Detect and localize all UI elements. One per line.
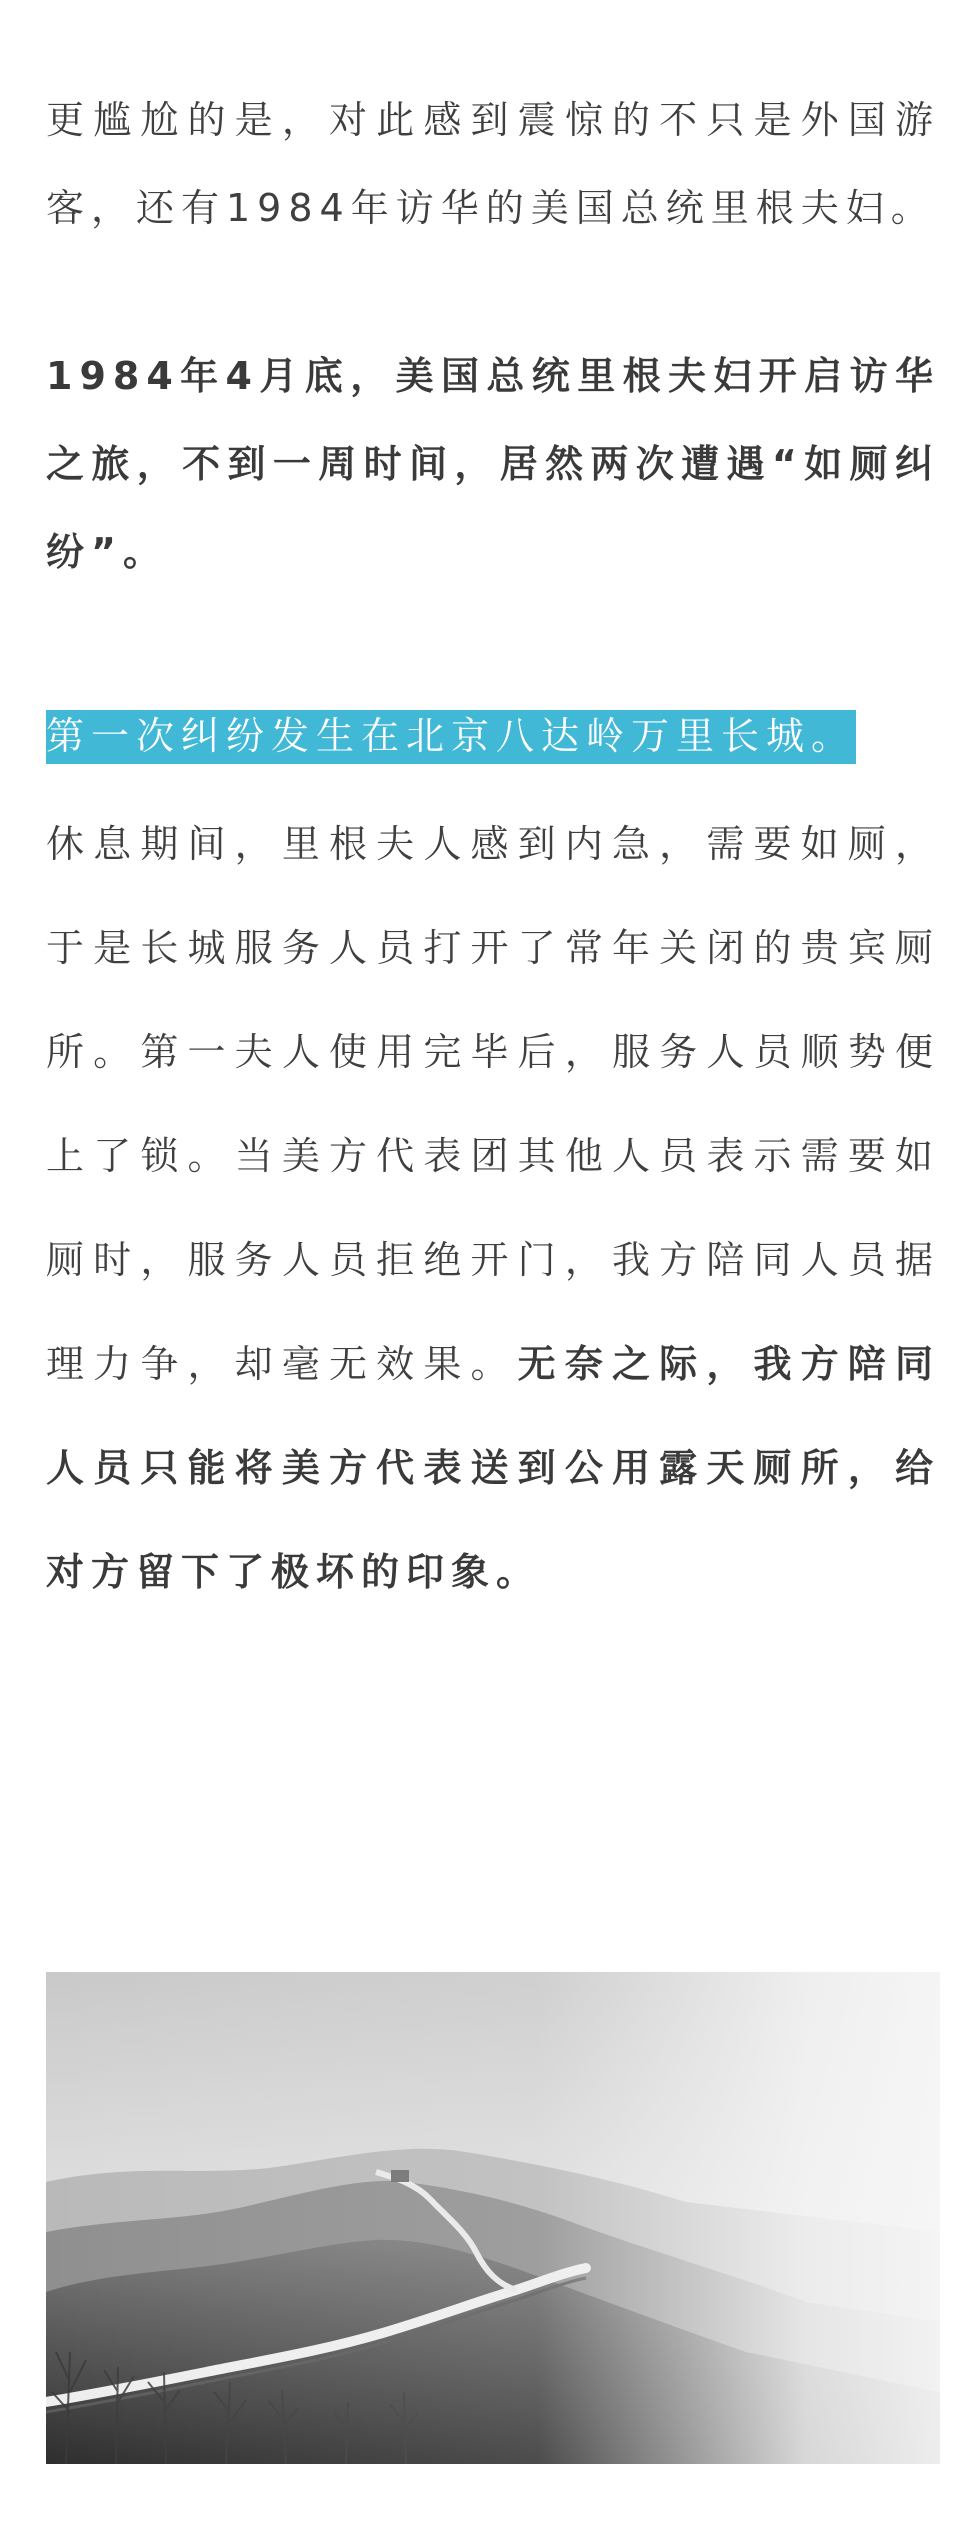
paragraph-story: [46, 792, 940, 1624]
story-text: 休息期间，里根夫人感到内急，需要如厕，于是长城服务人员打开了常年关闭的贵宾厕所。第一夫人使用完毕后，服务人员顺势便上了锁。当美方代表团其他人员表示需要如厕时，服务人员拒绝开门，我方陪同人员据理力争，却毫无效果。: [46, 822, 940, 1386]
great-wall-image: [46, 1972, 940, 2464]
paragraph-highlight: [46, 692, 940, 780]
story-bold-text: 无奈之际，我方陪同人员只能将美方代表送到公用露天厕所，给对方留下了极坏的印象。: [46, 1342, 940, 1594]
paragraph-intro: 更尴尬的是，对此感到震惊的不只是外国游客，还有1984年访华的美国总统里根夫妇。: [46, 98, 940, 230]
article-body: [46, 0, 940, 1624]
highlighted-text: 第一次纠纷发生在北京八达岭万里长城。: [46, 710, 856, 764]
great-wall-photo: [46, 1972, 940, 2464]
paragraph-bold-summary: 1984年4月底，美国总统里根夫妇开启访华之旅，不到一周时间，居然两次遭遇“如厕纠纷”。: [46, 354, 940, 574]
